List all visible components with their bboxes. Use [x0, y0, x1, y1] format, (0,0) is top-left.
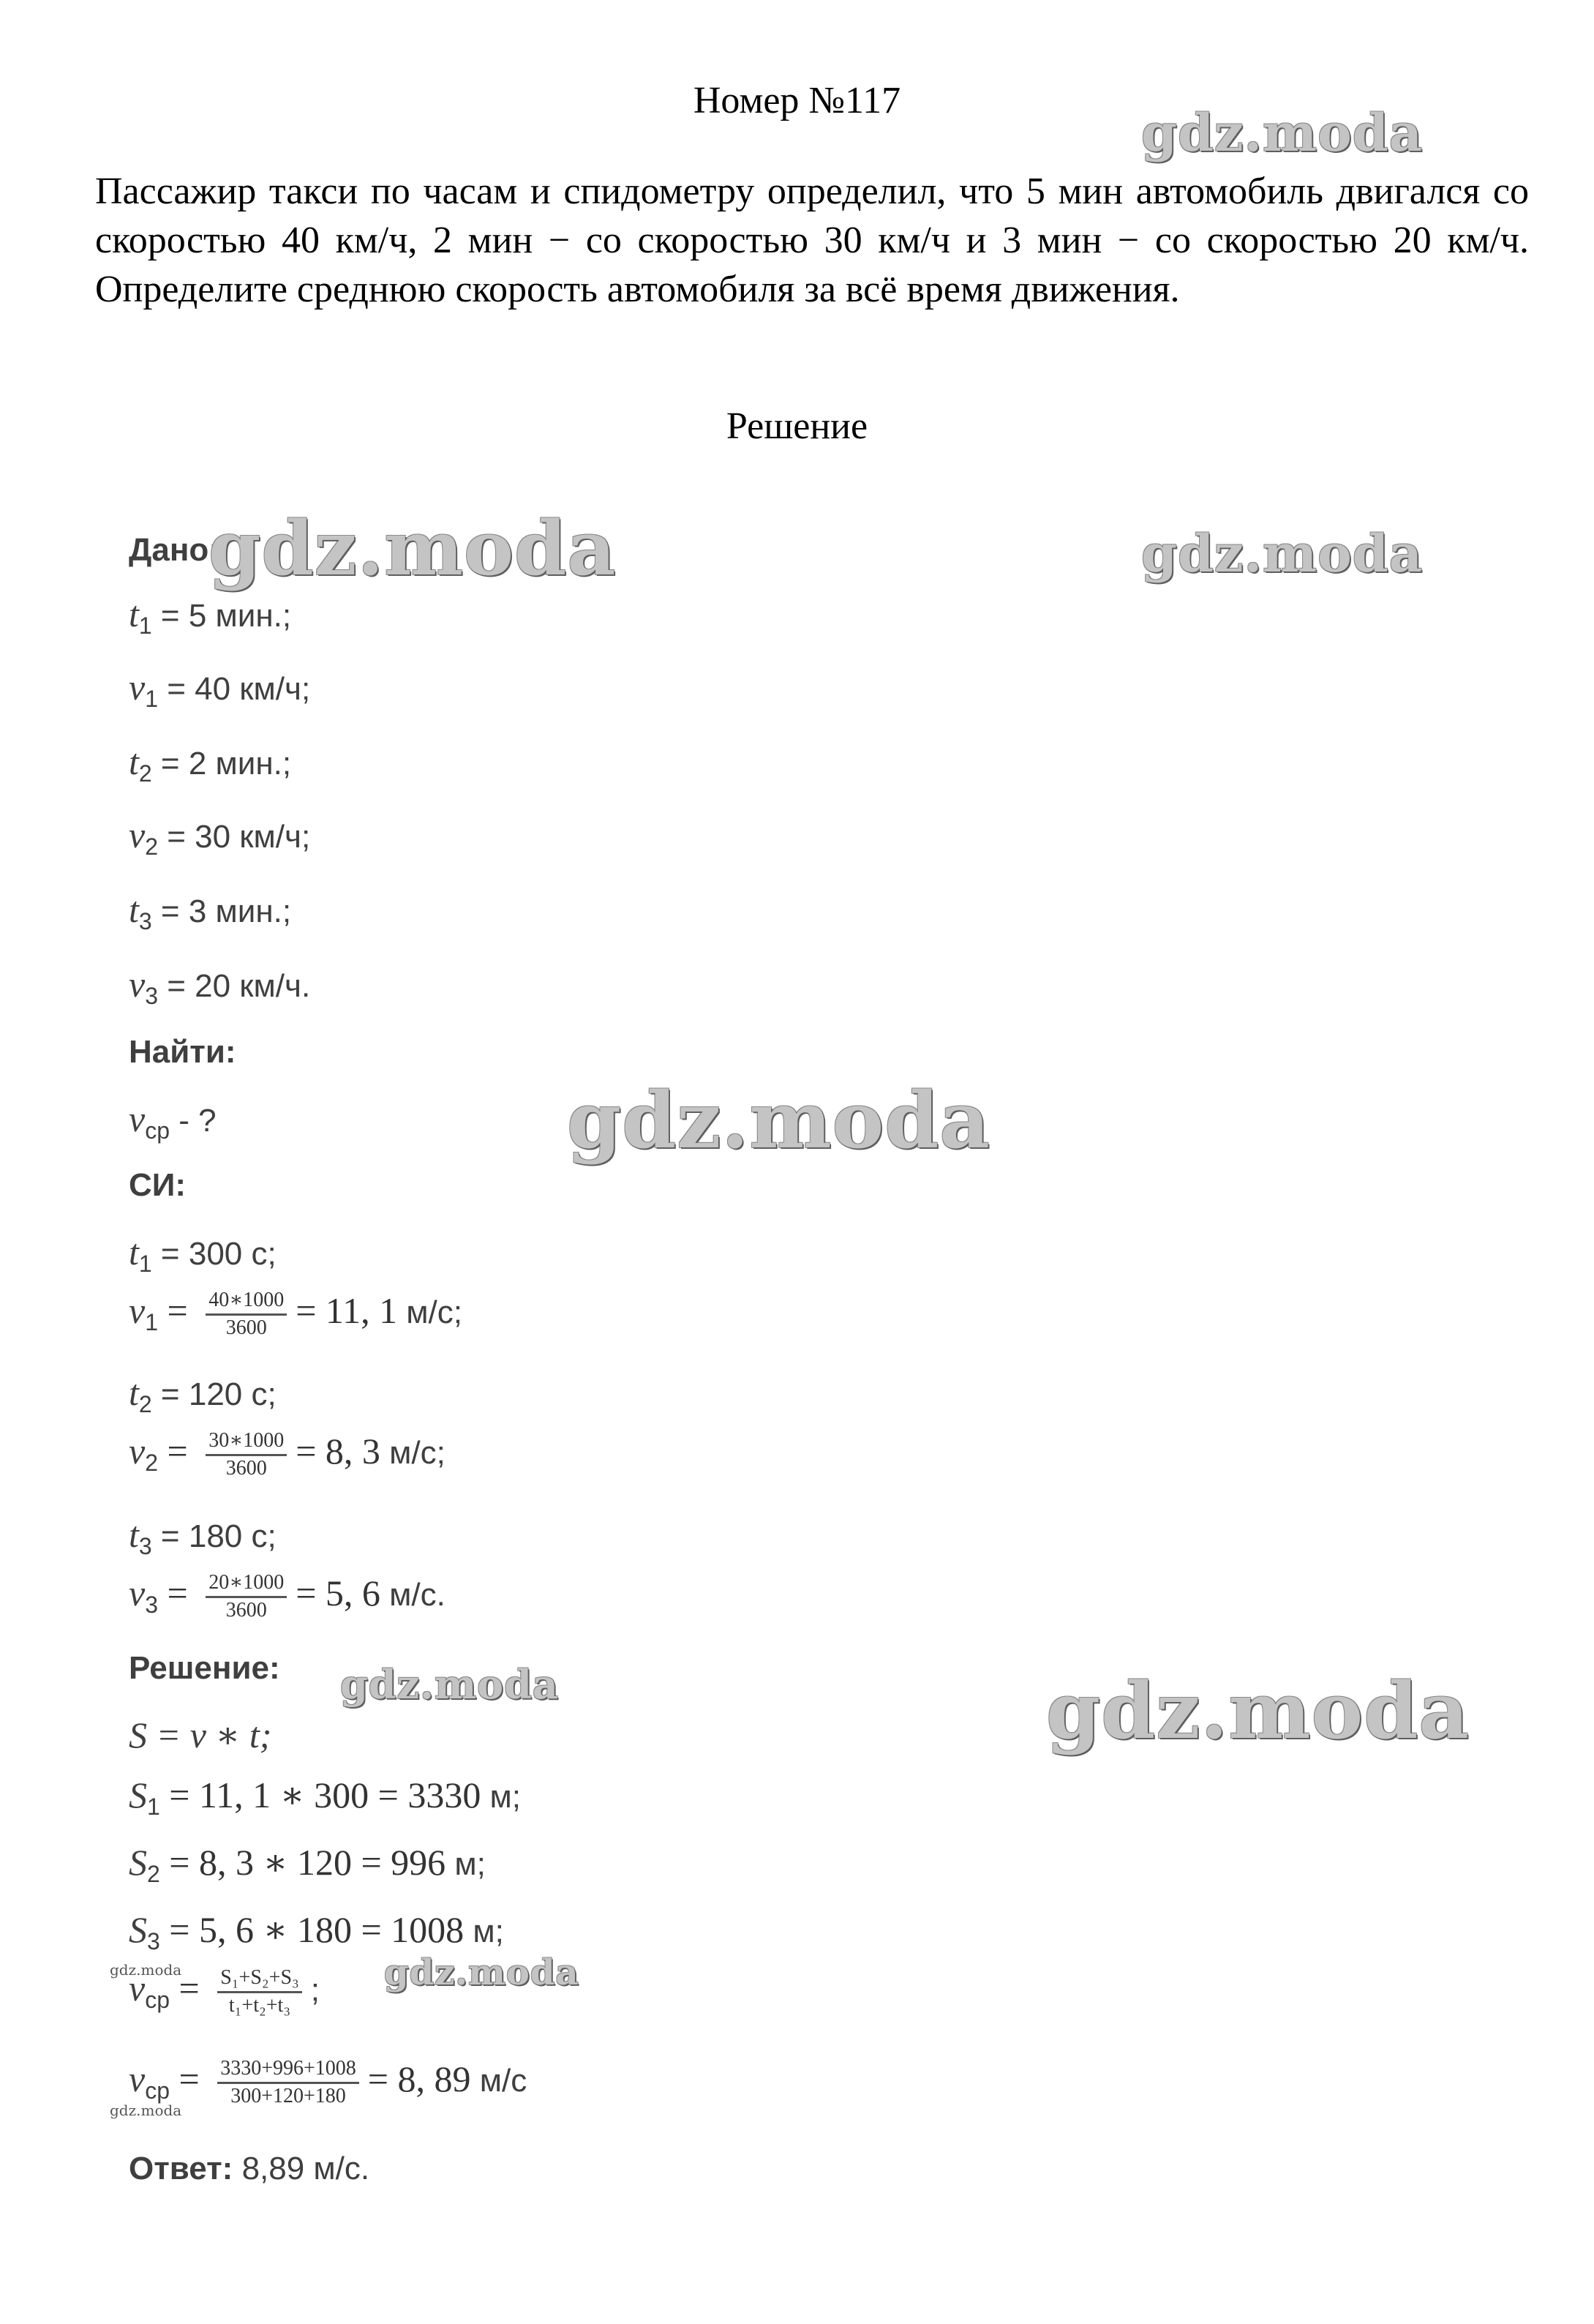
- si-v2: $v_2$ = $\frac{30∗1000}{3600}$ = 8, 3 м/с;: [129, 1429, 446, 1480]
- si-t1: $t_1 = 300$ с;: [129, 1232, 277, 1277]
- find-vavg: $v_{ср}$ - ?: [129, 1098, 217, 1144]
- watermark-logo: gdz.moda: [1046, 1665, 1470, 1756]
- given-v1: $v_1 = 40$ км/ч;: [129, 667, 311, 712]
- watermark-logo-small: gdz.moda: [110, 2102, 182, 2119]
- si-t2: $t_2 = 120$ с;: [129, 1372, 277, 1417]
- given-label: Дано:: [129, 532, 219, 568]
- solution-s1: $S_1 = 11$, 1 ∗ 300 = 3330 м;: [129, 1774, 522, 1820]
- given-v2: $v_2 = 30$ км/ч;: [129, 814, 311, 860]
- watermark-logo: gdz.moda: [340, 1661, 559, 1708]
- si-v1: $v_1$ = $\frac{40∗1000}{3600}$ = 11, 1 м/с;: [129, 1289, 463, 1339]
- solution-s2: $S_2 = 8$, 3 ∗ 120 = 996 м;: [129, 1842, 486, 1887]
- fraction: $\frac{30∗1000}{3600}$: [206, 1430, 287, 1480]
- solution-label: Решение:: [129, 1650, 280, 1686]
- watermark-logo: gdz.moda: [384, 1952, 579, 1993]
- fraction: $\frac{20∗1000}{3600}$: [206, 1572, 287, 1622]
- solution-vavg-formula: $v_{ср}$ = $\frac{\text{S₁+S₂+S₃}}{\text{t₁+t₂+t₃}}$ ;: [129, 1966, 320, 2017]
- solution-formula: S = v ∗ t;: [129, 1714, 272, 1755]
- find-label: Найти:: [129, 1034, 236, 1070]
- si-t3: $t_3 = 180$ с;: [129, 1514, 277, 1559]
- answer: Ответ: 8,89 м/с.: [129, 2151, 370, 2186]
- si-v3: $v_3$ = $\frac{20∗1000}{3600}$ = 5, 6 м/с.: [129, 1571, 446, 1622]
- si-label: СИ:: [129, 1167, 187, 1203]
- watermark-logo: gdz.moda: [1141, 102, 1424, 163]
- given-t3: $t_3 = 3$ мин.;: [129, 889, 292, 934]
- given-t2: $t_2 = 2$ мин.;: [129, 741, 292, 787]
- fraction: $\frac{\text{S₁+S₂+S₃}}{\text{t₁+t₂+t₃}}$: [217, 1967, 302, 2017]
- solution-s3: $S_3 = 5$, 6 ∗ 180 = 1008 м;: [129, 1909, 504, 1954]
- given-v3: $v_3 = 20$ км/ч.: [129, 964, 311, 1009]
- fraction: $\frac{3330+996+1008}{300+120+180}$: [217, 2058, 359, 2108]
- watermark-logo-small: gdz.moda: [110, 1961, 182, 1979]
- watermark-logo: gdz.moda: [208, 505, 617, 593]
- watermark-logo: gdz.moda: [1141, 523, 1424, 584]
- watermark-logo: gdz.moda: [567, 1074, 990, 1166]
- section-title: Решение: [726, 405, 868, 447]
- problem-statement: Пассажир такси по часам и спидометру определил, что 5 мин автомобиль двигался со скоростью 40 км/ч, 2 мин − со скоростью 30 км/ч и 3 мин − со скоростью 20 км/ч. Определите среднюю скорость автомобиля за всё время движения.: [95, 170, 1529, 310]
- solution-vavg-calc: $v_{ср}$ = $\frac{3330+996+1008}{300+120+180}$ = 8, 89 м/с: [129, 2057, 527, 2107]
- fraction: $\frac{40∗1000}{3600}$: [206, 1289, 287, 1340]
- given-t1: $t_1 = 5$ мин.;: [129, 593, 292, 639]
- page-title: Номер №117: [693, 80, 901, 121]
